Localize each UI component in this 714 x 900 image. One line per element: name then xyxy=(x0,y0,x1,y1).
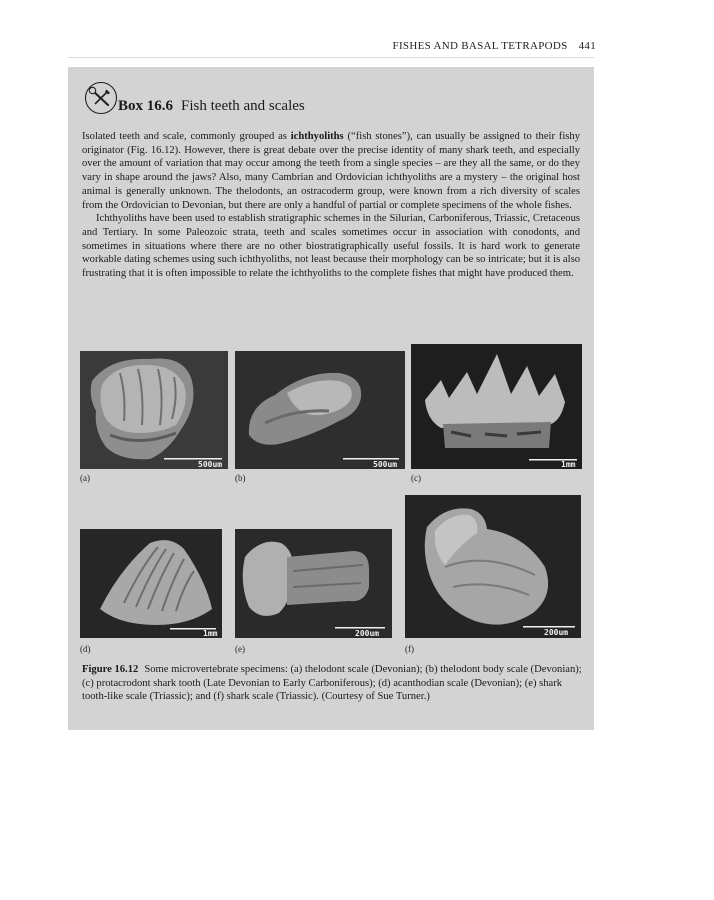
figure-panel-c xyxy=(411,344,582,469)
running-head xyxy=(393,40,596,52)
term-ichthyoliths: ichthyoliths xyxy=(290,131,344,142)
paragraph-1-start: Isolated teeth and scale, commonly grouped as xyxy=(82,131,291,142)
scalebar-label-b: 500um xyxy=(373,460,398,469)
box-16-6 xyxy=(68,67,594,730)
scalebar-label-c: 1mm xyxy=(561,460,576,469)
panel-label-d: (d) xyxy=(80,644,91,654)
box-body xyxy=(82,130,580,281)
figure-panel-b xyxy=(235,351,405,469)
figure-panel-d xyxy=(80,529,222,638)
scalebar-label-a: 500um xyxy=(198,460,223,469)
panel-label-c: (c) xyxy=(411,473,421,483)
box-number: Box 16.6 xyxy=(118,98,174,114)
figure-number: Figure 16.12 xyxy=(82,664,139,675)
running-title: FISHES AND BASAL TETRAPODS xyxy=(392,40,568,52)
figure-caption-text: Some microvertebrate specimens: (a) thelodont scale (Devonian); (b) thelodont body scale (Devonian); (c) protacrodont shark tooth (Late Devonian to Early Carboniferous); (d) acanthodian scale (Devonian); (e) shark tooth-like scale (Triassic); and (f) shark scale (Triassic). (Courtesy of Sue Turner.) xyxy=(82,664,582,702)
wrench-screwdriver-icon xyxy=(84,81,118,115)
figure-caption xyxy=(82,663,582,704)
panel-label-f: (f) xyxy=(405,644,414,654)
box-paragraph-2: Ichthyoliths have been used to establish stratigraphic schemes in the Silurian, Carboniferous, Triassic, Cretaceous and Tertiary. In some Paleozoic strata, teeth and scales sometimes occur in association with conodonts, and sometimes in situations where there are no other biostratigraphically useful fossils. It is hard work to generate workable dating schemes using such ichthyoliths, not least because their morphology can be so intricate; but it is also frustrating that it is often impossible to relate the ichthyoliths to the complete fishes that might have produced them. xyxy=(82,213,580,280)
figure-panel-a xyxy=(80,351,228,469)
scalebar-label-d: 1mm xyxy=(203,629,218,638)
box-title xyxy=(118,98,305,115)
paragraph-1-rest: (“fish stones”), can usually be assigned to their fishy originator (Fig. 16.12). However, there is great debate over the precise identity of many shark teeth, and especially over the amount of variation that may occur among the teeth from a single species – are they all the same, or do they vary in shape around the jaws? Also, many Cambrian and Ordovician ichthyoliths are a mystery – the original host animal is generally unknown. The thelodonts, an ostracoderm group, were known from a rich diversity of scales from the Ordovician to Devonian, but there are only a handful of partial or complete specimens of the whole fishes. xyxy=(82,131,580,211)
box-title-text: Fish teeth and scales xyxy=(181,98,305,114)
scalebar-label-e: 200um xyxy=(355,629,380,638)
panel-label-b: (b) xyxy=(235,473,246,483)
page-number: 441 xyxy=(578,40,596,52)
header-rule xyxy=(68,57,594,58)
scalebar-label-f: 200um xyxy=(544,628,569,637)
box-paragraph-1 xyxy=(82,130,580,212)
panel-label-e: (e) xyxy=(235,644,245,654)
figure-panel-f xyxy=(405,495,581,638)
figure-panel-e xyxy=(235,529,392,638)
panel-label-a: (a) xyxy=(80,473,90,483)
